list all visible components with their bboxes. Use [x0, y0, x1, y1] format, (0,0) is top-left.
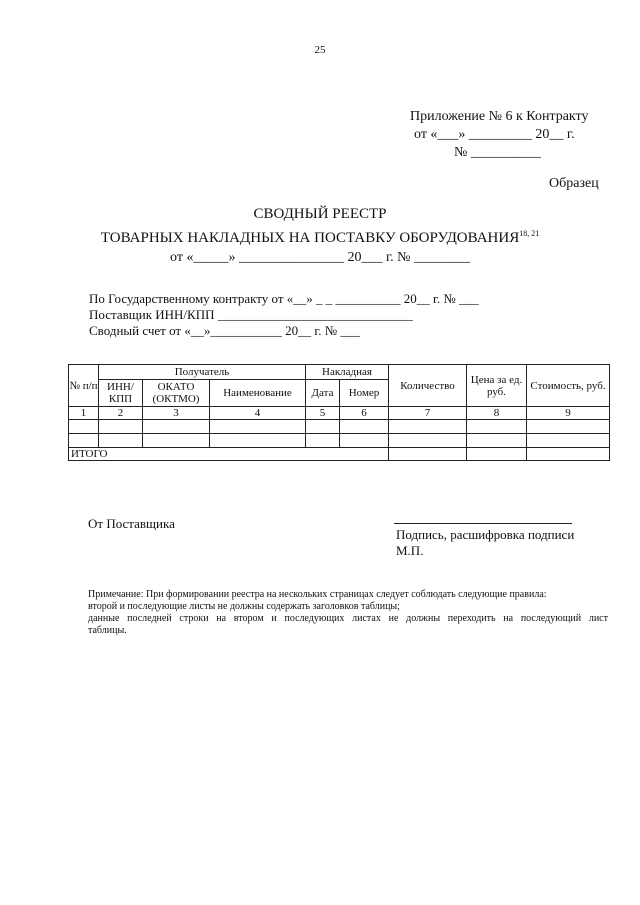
table-cell: [69, 434, 99, 448]
header-number: Номер: [340, 380, 389, 407]
attachment-header: [410, 108, 589, 162]
table-cell: [527, 434, 610, 448]
index-cell: 4: [210, 407, 306, 420]
note-line-4: таблицы.: [88, 625, 127, 636]
header-num: № п/п: [69, 365, 99, 407]
state-contract-line: По Государственному контракту от «__» _ _ __________ 20__ г. № ___: [89, 291, 479, 306]
page-number: 25: [314, 44, 326, 56]
register-table: [68, 364, 610, 461]
header-date: Дата: [306, 380, 340, 407]
header-quantity: Количество: [389, 365, 467, 407]
index-cell: 6: [340, 407, 389, 420]
table-cell: [467, 420, 527, 434]
table-cell: [143, 434, 210, 448]
total-cell: [527, 448, 610, 461]
title-line-2-text: ТОВАРНЫХ НАКЛАДНЫХ НА ПОСТАВКУ ОБОРУДОВАНИЯ: [100, 230, 520, 246]
note-line-3: данные последней строки на втором и последующих листах не должны переходить на последующий лист: [88, 613, 608, 624]
table-cell: [340, 420, 389, 434]
note-line-2: второй и последующие листы не должны содержать заголовков таблицы;: [88, 601, 400, 612]
index-cell: 8: [467, 407, 527, 420]
index-cell: 1: [69, 407, 99, 420]
header-price: Цена за ед. руб.: [467, 365, 527, 407]
table-cell: [527, 420, 610, 434]
header-cost: Стоимость, руб.: [527, 365, 610, 407]
document-title: [0, 205, 640, 267]
table-cell: [210, 420, 306, 434]
title-line-3: от «_____» _______________ 20___ г. № ________: [170, 250, 470, 265]
title-line-2: [0, 224, 640, 248]
table-cell: [306, 434, 340, 448]
note-line-1: Примечание: При формировании реестра на нескольких страницах следует соблюдать следующие правила:: [88, 589, 547, 600]
index-cell: 5: [306, 407, 340, 420]
table-row: [69, 420, 610, 434]
table-cell: [143, 420, 210, 434]
header-recipient-group: Получатель: [99, 365, 306, 380]
header-inn: ИНН/ КПП: [99, 380, 143, 407]
header-okato: ОКАТО (ОКТМО): [143, 380, 210, 407]
table-cell: [210, 434, 306, 448]
total-label: ИТОГО: [69, 448, 389, 461]
from-supplier-label: От Поставщика: [88, 516, 175, 531]
index-cell: 2: [99, 407, 143, 420]
table-cell: [69, 420, 99, 434]
table-cell: [99, 420, 143, 434]
signature-caption: Подпись, расшифровка подписи: [396, 527, 575, 542]
title-line-1: СВОДНЫЙ РЕЕСТР: [253, 206, 387, 222]
stamp-label: М.П.: [396, 543, 424, 558]
table-cell: [340, 434, 389, 448]
supplier-inn-line: Поставщик ИНН/КПП ______________________________: [89, 307, 413, 322]
index-cell: 7: [389, 407, 467, 420]
table-cell: [389, 434, 467, 448]
attachment-title: Приложение № 6 к Контракту: [410, 109, 589, 124]
total-cell: [467, 448, 527, 461]
index-cell: 9: [527, 407, 610, 420]
contract-info: [89, 291, 479, 339]
signature-line: [394, 523, 572, 524]
signature-block: [396, 527, 574, 559]
note-block: [88, 589, 608, 637]
index-cell: 3: [143, 407, 210, 420]
table-cell: [99, 434, 143, 448]
table-cell: [306, 420, 340, 434]
header-name: Наименование: [210, 380, 306, 407]
table-cell: [389, 420, 467, 434]
total-cell: [389, 448, 467, 461]
title-footnote: 18, 21: [519, 229, 540, 238]
table-row: [69, 434, 610, 448]
attachment-number: № __________: [454, 145, 541, 160]
table-cell: [467, 434, 527, 448]
summary-invoice-line: Сводный счет от «__»___________ 20__ г. № ___: [89, 323, 360, 338]
sample-label: Образец: [549, 176, 599, 191]
attachment-date: от «___» _________ 20__ г.: [414, 127, 575, 142]
header-invoice-group: Накладная: [306, 365, 389, 380]
